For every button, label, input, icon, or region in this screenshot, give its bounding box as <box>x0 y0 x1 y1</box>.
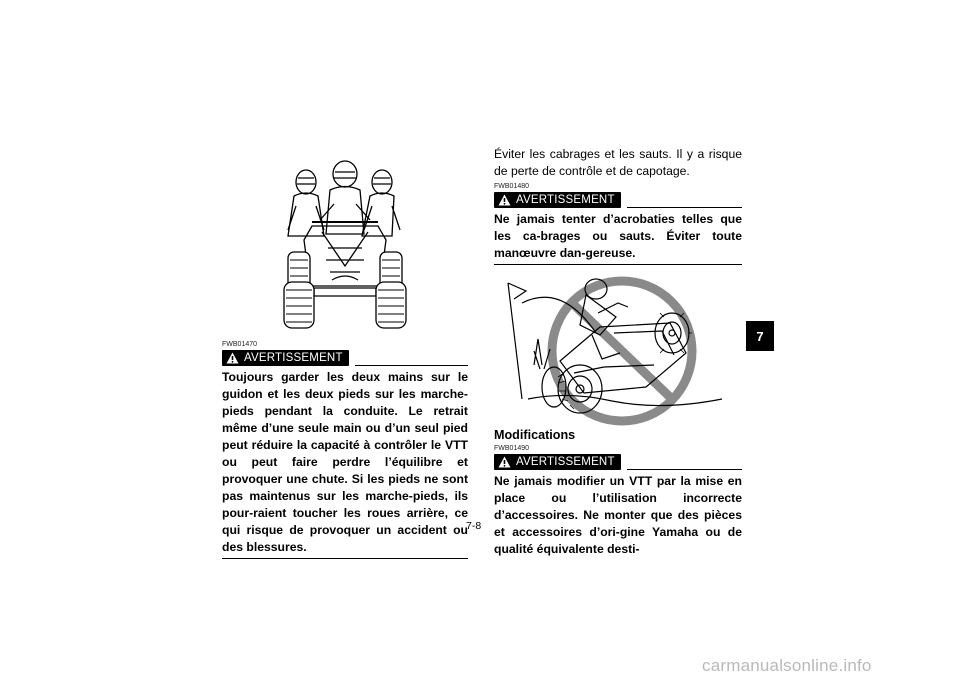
warning-text: Toujours garder les deux mains sur le guidon et les deux pieds sur les marche-pieds pendant la conduite. Le retrait même d’une seule main ou d’un seul pied peut réduire la capacité à contrôler le VTT ou peut faire perdre l’équilibre et provoquer une chute. Si les pieds ne sont pas maintenus sur les marche-pieds, ils pour-raient toucher les roues arrière, ce qui risque de provoquer un accident ou des blessures. <box>222 370 468 554</box>
warning-rule <box>627 469 742 470</box>
warning-code: FWB01480 <box>494 183 530 190</box>
atv-wheelie-prohibited-illustration <box>494 269 742 427</box>
warning-end-rule <box>494 264 742 265</box>
warning-label: AVERTISSEMENT <box>244 351 343 364</box>
warning-badge <box>494 192 621 208</box>
atv-riders-illustration <box>222 160 468 340</box>
warning-text: Ne jamais tenter d’acrobaties telles que les ca-brages ou sauts. Éviter toute manœuvre dan-gereuse. <box>494 212 742 260</box>
warning-text: Ne jamais modifier un VTT par la mise en place ou l’utilisation incorrecte d’accessoires. Ne monter que des pièces et accessoires d’ori-gine Yamaha ou de qualité équivalente desti- <box>494 474 742 556</box>
chapter-tab: 7 <box>746 321 774 351</box>
warning-header <box>494 453 742 471</box>
warning-triangle-icon <box>498 456 511 468</box>
warning-code: FWB01470 <box>222 341 258 348</box>
warning-badge <box>494 454 621 470</box>
section-title: Modifications <box>494 428 576 442</box>
warning-label: AVERTISSEMENT <box>516 193 615 206</box>
warning-triangle-icon <box>226 352 239 364</box>
intro-paragraph: Éviter les cabrages et les sauts. Il y a risque de perte de contrôle et de capotage. <box>494 147 742 178</box>
left-column <box>222 160 468 559</box>
warning-triangle-icon <box>498 194 511 206</box>
warning-rule <box>627 207 742 208</box>
warning-badge <box>222 350 349 366</box>
right-column <box>494 146 742 558</box>
warning-header <box>222 349 468 367</box>
warning-label: AVERTISSEMENT <box>516 455 615 468</box>
watermark: carmanualsonline.info <box>702 656 872 675</box>
warning-code: FWB01490 <box>494 445 530 452</box>
warning-rule <box>355 365 468 366</box>
page-number: 7-8 <box>466 520 482 532</box>
warning-end-rule <box>222 558 468 559</box>
warning-header <box>494 191 742 209</box>
